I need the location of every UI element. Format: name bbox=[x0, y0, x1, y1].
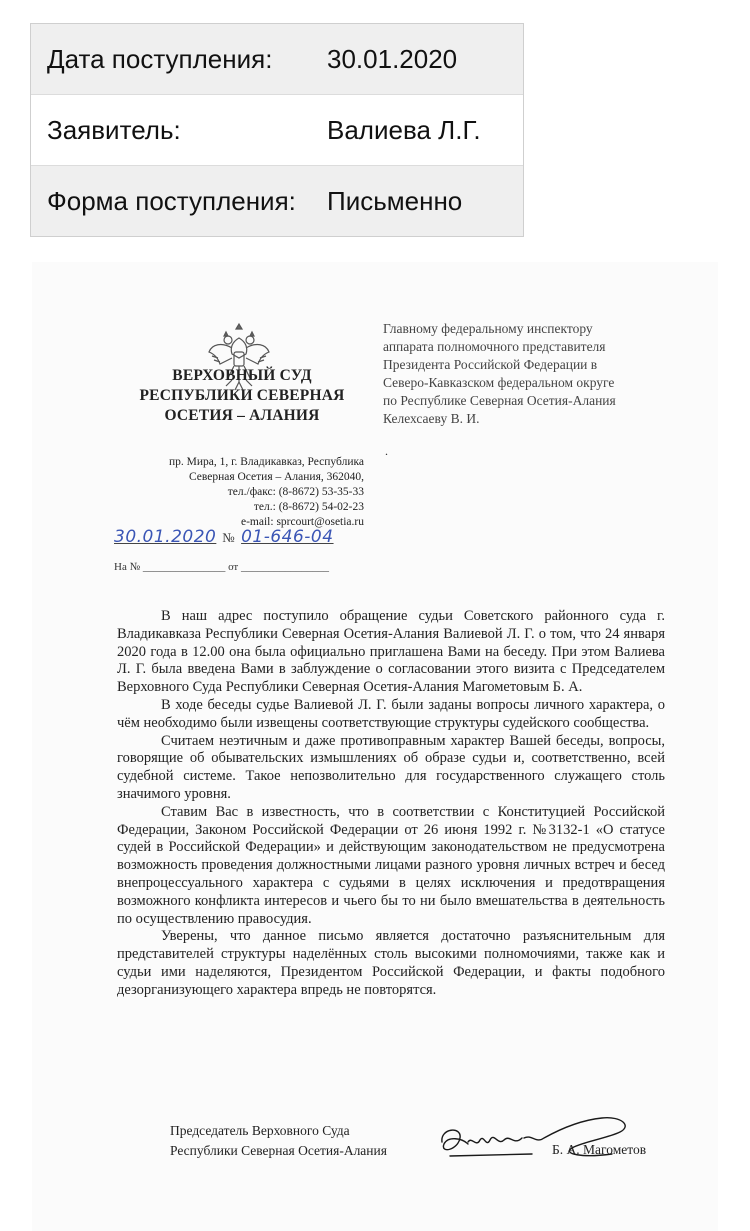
info-value: 30.01.2020 bbox=[327, 43, 458, 74]
addressee: Главному федеральному инспектору аппарата полномочного представителя Президента Российской Федерации в Северо-Кавказском федеральном округе по Республике Северная Осетия-Алания Келехсаеву В. И. bbox=[383, 321, 616, 426]
info-label: Форма поступления: bbox=[47, 185, 296, 216]
letter-body bbox=[117, 608, 665, 1000]
signatory-name: Б. А. Магометов bbox=[552, 1142, 647, 1157]
reference-date: 30.01.2020 bbox=[114, 527, 217, 547]
info-label: Дата поступления: bbox=[47, 43, 273, 74]
info-value: Письменно bbox=[327, 185, 463, 216]
incoming-reference-line: На № _______________ от ________________ bbox=[114, 561, 329, 573]
info-table bbox=[30, 23, 524, 237]
outgoing-reference bbox=[114, 527, 374, 547]
info-row-date bbox=[31, 24, 523, 95]
reference-number-sign: № bbox=[222, 530, 236, 545]
paragraph: Уверены, что данное письмо является достаточно разъяснительным для представителей структуры наделённых столь высокими полномочиями, также как и судьи ими наделяются, Президентом Российской Федерации, и факты подобного дезорганизующего характера впредь не повторятся. bbox=[117, 928, 665, 998]
info-row-applicant bbox=[31, 95, 523, 166]
paragraph: В ходе беседы судье Валиевой Л. Г. были заданы вопросы личного характера, о чём необходимо были извещены соответствующие структуры судейского сообщества. bbox=[117, 696, 665, 731]
addressee-dot: . bbox=[385, 444, 388, 458]
scanned-letter bbox=[32, 262, 718, 1231]
paragraph: В наш адрес поступило обращение судьи Советского районного суда г. Владикавказа Республики Северная Осетия-Алания Валиевой Л. Г. о том, что 24 января 2020 года в 12.00 она была официально приглашена Вами на беседу. При этом Валиева Л. Г. была введена Вами в заблуждение о согласовании этого визита с Председателем Верховного Суда Республики Северная Осетия-Алания Магометовым Б. А. bbox=[117, 608, 665, 696]
reference-number: 01-646-04 bbox=[241, 527, 334, 547]
signatory-title: Председатель Верховного Суда Республики Северная Осетия-Алания bbox=[170, 1123, 387, 1158]
court-address: пр. Мира, 1, г. Владикавказ, Республика Северная Осетия – Алания, 362040, тел./факс: (8-8672) 53-35-33 тел.: (8-8672) 54-02-23 e-mail: sprcourt@osetia.ru bbox=[168, 456, 364, 528]
paragraph: Ставим Вас в известность, что в соответствии с Конституцией Российской Федерации, Законом Российской Федерации от 26 июня 1992 г. №3132-1 «О статусе судей в Российской Федерации» и действующим законодательством не предусмотрена возможность проведения должностными лицами разного уровня личных встреч и бесед внепроцессуального характера с судьями в целях исключения и предотвращения возможного конфликта интересов и чьего бы то ни было вмешательства в деятельность по осуществлению правосудия. bbox=[117, 803, 665, 927]
court-name: ВЕРХОВНЫЙ СУД РЕСПУБЛИКИ СЕВЕРНАЯ ОСЕТИЯ – АЛАНИЯ bbox=[139, 367, 345, 424]
info-value: Валиева Л.Г. bbox=[327, 114, 481, 145]
info-row-form bbox=[31, 166, 523, 236]
paragraph: Считаем неэтичным и даже противоправным характер Вашей беседы, вопросы, говорящие об обывательских измышлениях об образе судьи и, соответственно, всей судебной системе. Такое непозволительно для государственного служащего столь значимого уровня. bbox=[117, 732, 665, 802]
info-label: Заявитель: bbox=[47, 114, 181, 145]
